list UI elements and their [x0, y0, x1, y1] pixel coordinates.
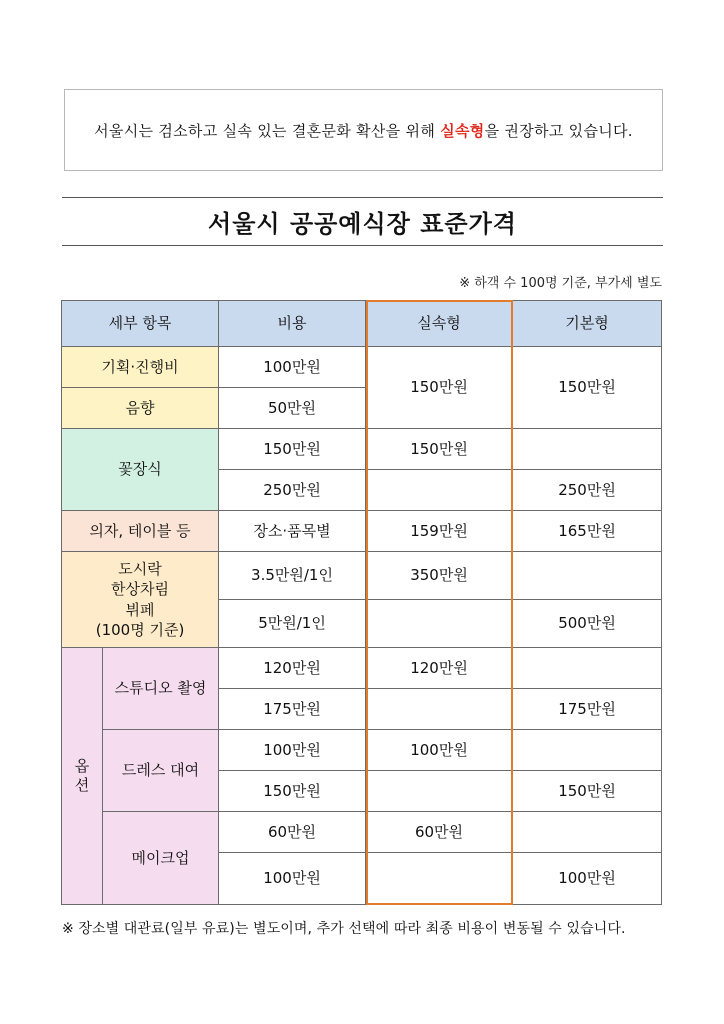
header-cost: 비용 — [219, 301, 366, 347]
practical-cell: 350만원 — [366, 552, 513, 600]
basic-cell: 100만원 — [513, 853, 662, 905]
basic-cell — [513, 648, 662, 689]
basic-cell: 250만원 — [513, 470, 662, 511]
meal-label-line: (100명 기준) — [95, 620, 185, 639]
practical-cell — [366, 600, 513, 648]
item-planning: 기획·진행비 — [62, 347, 219, 388]
item-meal — [62, 552, 219, 648]
options-group-label: 옵 션 — [62, 648, 103, 905]
cost-cell: 5만원/1인 — [219, 600, 366, 648]
notice-box — [64, 89, 663, 171]
basic-cell — [513, 812, 662, 853]
cost-cell: 50만원 — [219, 388, 366, 429]
item-makeup: 메이크업 — [103, 812, 219, 905]
table-header-row — [62, 301, 662, 347]
item-studio: 스튜디오 촬영 — [103, 648, 219, 730]
meal-label-line: 한상차림 — [111, 580, 169, 599]
item-flower: 꽃장식 — [62, 429, 219, 511]
practical-cell — [366, 771, 513, 812]
cost-cell: 250만원 — [219, 470, 366, 511]
header-practical: 실속형 — [366, 301, 513, 347]
basic-cell — [513, 730, 662, 771]
practical-cell: 159만원 — [366, 511, 513, 552]
cost-cell: 60만원 — [219, 812, 366, 853]
title-bottom-rule — [62, 245, 663, 246]
basic-cell: 150만원 — [513, 347, 662, 429]
page-title: 서울시 공공예식장 표준가격 — [208, 209, 517, 238]
cost-cell: 100만원 — [219, 730, 366, 771]
header-basic: 기본형 — [513, 301, 662, 347]
cost-cell: 175만원 — [219, 689, 366, 730]
price-table — [61, 300, 662, 905]
cost-cell: 150만원 — [219, 771, 366, 812]
meal-label-line: 도시락 — [118, 560, 162, 578]
cost-cell: 120만원 — [219, 648, 366, 689]
cost-cell: 100만원 — [219, 347, 366, 388]
table-row — [62, 429, 662, 470]
practical-cell: 60만원 — [366, 812, 513, 853]
practical-cell — [366, 689, 513, 730]
item-furniture: 의자, 테이블 등 — [62, 511, 219, 552]
table-row — [62, 730, 662, 771]
basic-cell — [513, 429, 662, 470]
item-sound: 음향 — [62, 388, 219, 429]
table-row — [62, 812, 662, 853]
footnote: ※ 장소별 대관료(일부 유료)는 별도이며, 추가 선택에 따라 최종 비용이 변동될 수 있습니다. — [62, 921, 626, 937]
practical-cell: 150만원 — [366, 429, 513, 470]
notice-highlight: 실속형 — [440, 121, 485, 140]
practical-cell — [366, 470, 513, 511]
practical-cell: 120만원 — [366, 648, 513, 689]
cost-cell: 3.5만원/1인 — [219, 552, 366, 600]
table-row — [62, 347, 662, 388]
basic-cell: 165만원 — [513, 511, 662, 552]
basic-cell: 150만원 — [513, 771, 662, 812]
notice-text: 서울시는 검소하고 실속 있는 결혼문화 확산을 위해 실속형을 권장하고 있습니다. — [94, 121, 633, 140]
basic-cell: 175만원 — [513, 689, 662, 730]
item-dress: 드레스 대여 — [103, 730, 219, 812]
basic-cell — [513, 552, 662, 600]
cost-cell: 100만원 — [219, 853, 366, 905]
table-row — [62, 552, 662, 600]
header-item: 세부 항목 — [62, 301, 219, 347]
table-row — [62, 511, 662, 552]
table-row — [62, 648, 662, 689]
practical-cell: 100만원 — [366, 730, 513, 771]
basic-cell: 500만원 — [513, 600, 662, 648]
meal-label-line: 뷔페 — [125, 600, 155, 619]
unit-note: ※ 하객 수 100명 기준, 부가세 별도 — [459, 276, 662, 291]
cost-cell: 장소·품목별 — [219, 511, 366, 552]
practical-cell — [366, 853, 513, 905]
cost-cell: 150만원 — [219, 429, 366, 470]
practical-cell: 150만원 — [366, 347, 513, 429]
